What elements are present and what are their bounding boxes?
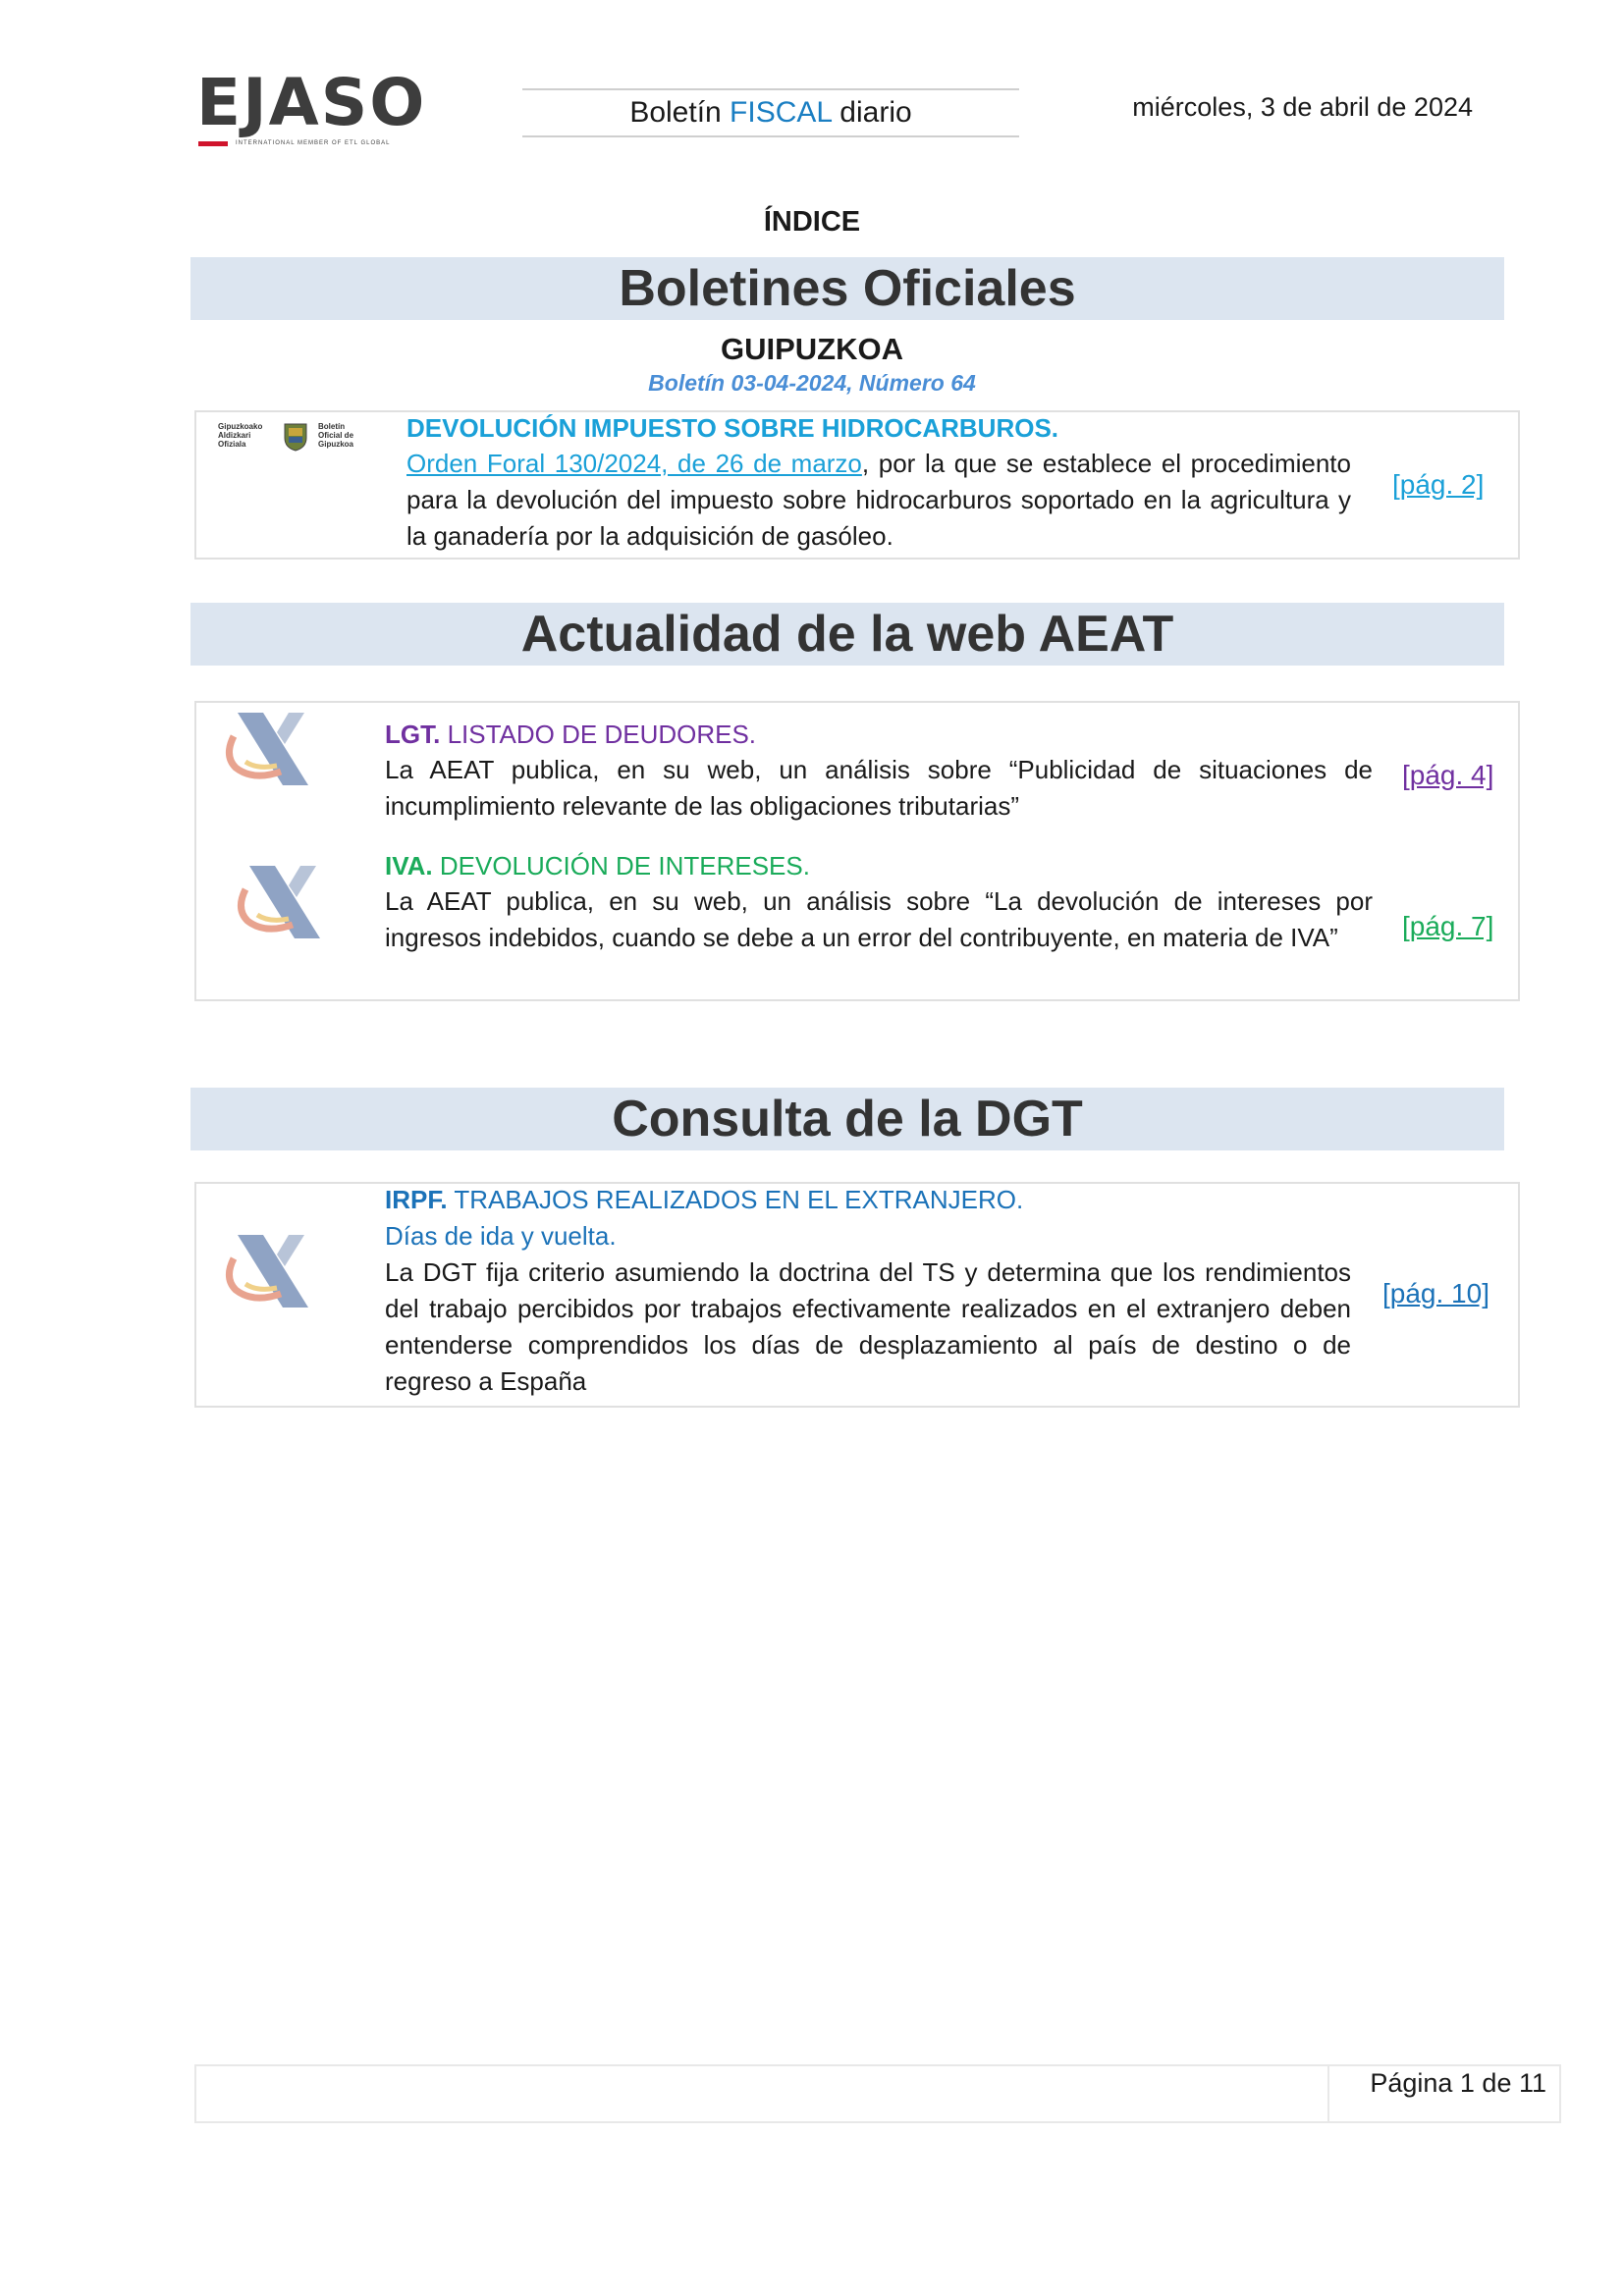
aeat-entry-iva xyxy=(385,848,1373,956)
logo-red-bar xyxy=(198,141,228,146)
boletines-page-link[interactable]: [pág. 2] xyxy=(1392,469,1485,500)
aeat-entry-iva-title xyxy=(385,848,1373,883)
aeat-entry-lgt xyxy=(385,717,1373,825)
dgt-entry-heading: TRABAJOS REALIZADOS EN EL EXTRANJERO. xyxy=(447,1185,1024,1214)
ejaso-logo xyxy=(196,65,432,153)
aeat-entry-lgt-title xyxy=(385,717,1373,752)
orden-foral-link[interactable]: Orden Foral 130/2024, de 26 de marzo xyxy=(406,449,862,478)
header-title xyxy=(522,88,1019,137)
footer-divider xyxy=(1327,2066,1329,2121)
dgt-entry xyxy=(385,1182,1351,1400)
aeat-logo-icon xyxy=(236,864,324,942)
header-title-prefix: Boletín xyxy=(629,96,731,129)
section-title-aeat: Actualidad de la web AEAT xyxy=(190,603,1504,666)
section-title-boletines: Boletines Oficiales xyxy=(190,257,1504,320)
boletines-entry-body xyxy=(406,446,1351,555)
aeat-entry-iva-heading: DEVOLUCIÓN DE INTERESES. xyxy=(432,851,810,881)
dgt-entry-title xyxy=(385,1182,1351,1217)
header-date: miércoles, 3 de abril de 2024 xyxy=(1132,92,1473,122)
boletines-entry xyxy=(406,410,1351,555)
header-title-accent: FISCAL xyxy=(730,96,832,129)
aeat-entry-lgt-tag: LGT. xyxy=(385,720,441,749)
dgt-entry-tag: IRPF. xyxy=(385,1185,448,1214)
aeat-logo-icon xyxy=(224,1233,312,1311)
region-title: GUIPUZKOA xyxy=(721,332,903,366)
aeat-entry-iva-tag: IVA. xyxy=(385,851,433,881)
aeat-entry-lgt-body: La AEAT publica, en su web, un análisis sobre “Publicidad de situaciones de incumplimiento relevante de las obligaciones tributarias” xyxy=(385,755,1373,821)
aeat-iva-page-link[interactable]: [pág. 7] xyxy=(1402,911,1494,941)
logo-text: EJASO xyxy=(196,65,427,140)
logo-subtitle: INTERNATIONAL MEMBER OF ETL GLOBAL xyxy=(236,140,391,146)
gipuzkoa-logo-left: Gipuzkoako Aldizkari Ofiziala xyxy=(218,422,263,449)
aeat-logo-icon xyxy=(224,711,312,789)
header-title-suffix: diario xyxy=(831,96,912,129)
dgt-entry-body: La DGT fija criterio asumiendo la doctrina del TS y determina que los rendimientos del trabajo percibidos por trabajos efectivamente realizados en el extranjero deben entenderse comprendidos los días de desplazamiento al país de destino o de regreso a España xyxy=(385,1257,1351,1396)
dgt-page-link[interactable]: [pág. 10] xyxy=(1382,1278,1489,1308)
aeat-entry-iva-body: La AEAT publica, en su web, un análisis sobre “La devolución de intereses por ingresos indebidos, cuando se debe a un error del contribuyente, en materia de IVA” xyxy=(385,886,1373,952)
gipuzkoa-shield-icon xyxy=(283,422,308,452)
gipuzkoa-logo xyxy=(218,422,375,461)
boletines-entry-text: , por la que se establece el procedimiento para la devolución del impuesto sobre hidrocarburos soportado en la agricultura y la ganadería por la adquisición de gasóleo. xyxy=(406,449,1351,551)
section-title-dgt: Consulta de la DGT xyxy=(190,1088,1504,1150)
gipuzkoa-logo-right: Boletín Oficial de Gipuzkoa xyxy=(318,422,354,449)
dgt-entry-subtitle: Días de ida y vuelta. xyxy=(385,1221,617,1251)
aeat-entry-lgt-heading: LISTADO DE DEUDORES. xyxy=(440,720,757,749)
aeat-lgt-page-link[interactable]: [pág. 4] xyxy=(1402,760,1494,790)
boletin-info: Boletín 03-04-2024, Número 64 xyxy=(648,370,976,396)
boletines-entry-title: DEVOLUCIÓN IMPUESTO SOBRE HIDROCARBUROS. xyxy=(406,413,1059,443)
page-number: Página 1 de 11 xyxy=(1370,2068,1546,2098)
index-title: ÍNDICE xyxy=(763,206,861,238)
